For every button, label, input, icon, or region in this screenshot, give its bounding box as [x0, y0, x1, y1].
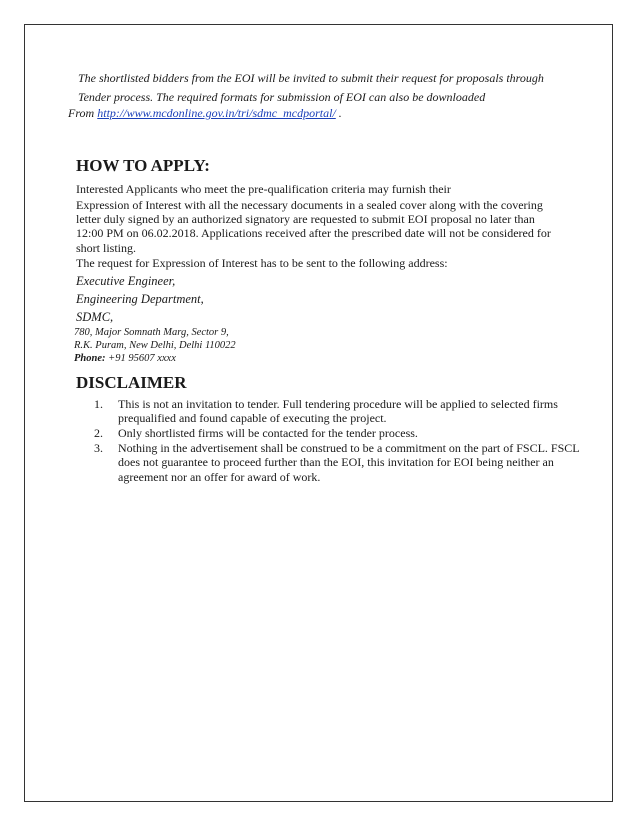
address-line-2: Engineering Department, [76, 292, 204, 306]
intro-from-text: From [68, 106, 98, 120]
apply-line-6: The request for Expression of Interest has to be sent to the following address: [76, 256, 448, 270]
intro-line-1: The shortlisted bidders from the EOI will be invited to submit their request for proposals through [78, 71, 544, 85]
phone-line [74, 352, 176, 365]
disclaimer-item-1-line-2: prequalified and found capable of executing the project. [118, 411, 387, 425]
address-line-1: Executive Engineer, [76, 274, 176, 288]
apply-line-3: letter duly signed by an authorized signatory are requested to submit EOI proposal no later than [76, 212, 535, 226]
disclaimer-item-3-line-1: Nothing in the advertisement shall be construed to be a commitment on the part of FSCL. FSCL [118, 441, 580, 455]
disclaimer-heading: DISCLAIMER [76, 373, 187, 392]
address-line-5: R.K. Puram, New Delhi, Delhi 110022 [74, 340, 236, 351]
phone-value: +91 95607 xxxx [105, 353, 176, 364]
disclaimer-item-2-number: 2. [94, 426, 103, 440]
disclaimer-item-2-line-1: Only shortlisted firms will be contacted for the tender process. [118, 426, 418, 440]
intro-line-3 [68, 106, 342, 121]
how-to-apply-heading: HOW TO APPLY: [76, 156, 210, 175]
disclaimer-item-1-line-1: This is not an invitation to tender. Full tendering procedure will be applied to selected firms [118, 397, 558, 411]
apply-line-4: 12:00 PM on 06.02.2018. Applications received after the prescribed date will not be considered for [76, 226, 551, 240]
disclaimer-item-1-number: 1. [94, 397, 103, 411]
disclaimer-item-3-number: 3. [94, 441, 103, 455]
apply-line-5: short listing. [76, 241, 137, 255]
address-line-4: 780, Major Somnath Marg, Sector 9, [74, 327, 229, 338]
download-link[interactable]: http://www.mcdonline.gov.in/tri/sdmc_mcdportal/ [97, 106, 336, 120]
intro-line-end: . [335, 106, 342, 120]
phone-label: Phone: [74, 353, 106, 364]
apply-line-1: Interested Applicants who meet the pre-qualification criteria may furnish their [76, 182, 451, 196]
apply-line-2: Expression of Interest with all the necessary documents in a sealed cover along with the covering [76, 198, 543, 212]
address-line-3: SDMC, [76, 310, 114, 324]
disclaimer-item-3-line-2: does not guarantee to proceed further than the EOI, this invitation for EOI being neither an [118, 455, 554, 469]
disclaimer-item-3-line-3: agreement nor an offer for award of work. [118, 470, 321, 484]
intro-line-2: Tender process. The required formats for submission of EOI can also be downloaded [78, 90, 486, 104]
